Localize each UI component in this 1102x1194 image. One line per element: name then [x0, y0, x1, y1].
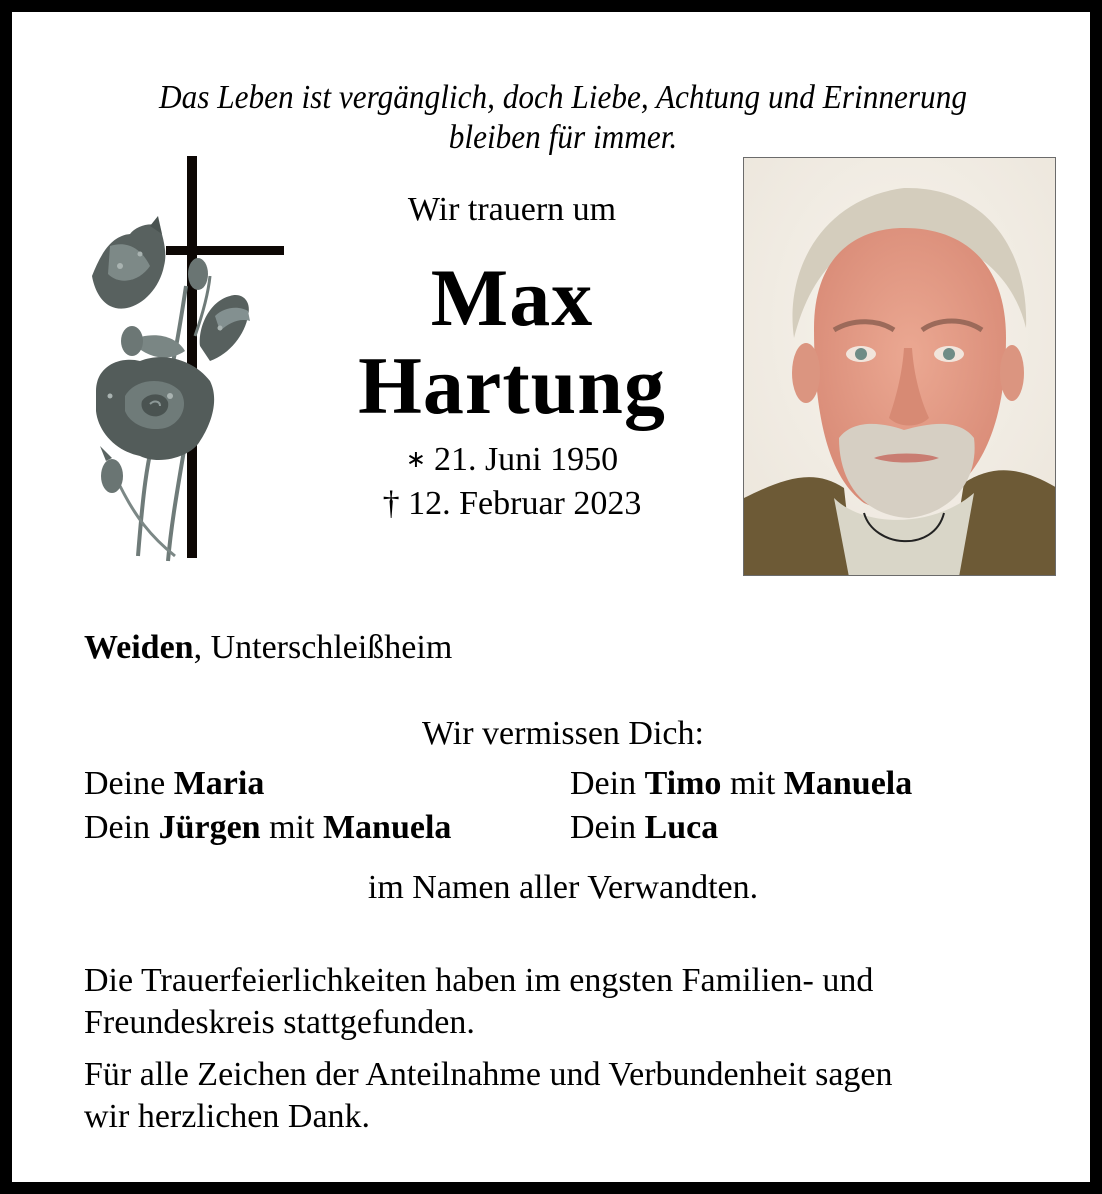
- mourning-intro: Wir trauern um: [407, 191, 617, 228]
- mourner-connector: mit: [260, 809, 323, 846]
- death-date: 12. Februar 2023: [408, 485, 642, 522]
- last-name: Hartung: [358, 340, 666, 431]
- birth-date: 21. Juni 1950: [433, 441, 619, 478]
- mourner-entry: [570, 762, 912, 806]
- deceased-block: [312, 188, 712, 526]
- mourner-partner: Manuela: [322, 809, 452, 846]
- relatives-note: im Namen aller Verwandten.: [367, 869, 759, 906]
- deceased-name: [312, 254, 712, 430]
- mourner-name: Maria: [173, 765, 265, 802]
- thanks-line-1: Für alle Zeichen der Anteilnahme und Verbundenheit sagen: [84, 1056, 893, 1093]
- location-primary: Weiden: [84, 629, 194, 666]
- dagger-icon: †: [382, 485, 400, 522]
- location-secondary: Unterschleißheim: [210, 629, 453, 666]
- cross-with-roses-icon: [80, 156, 290, 568]
- mourner-name: Luca: [644, 809, 719, 846]
- thanks-line-2: wir herzlichen Dank.: [84, 1098, 371, 1135]
- mourner-prefix: Dein: [84, 809, 159, 846]
- location-line: [84, 626, 452, 670]
- mourners-title: Wir vermissen Dich:: [422, 715, 704, 752]
- mourner-partner: Manuela: [783, 765, 913, 802]
- motto-line-1: Das Leben ist vergänglich, doch Liebe, Achtung und Erinnerung: [159, 79, 967, 116]
- motto-quote: [93, 78, 1033, 158]
- ceremony-line-2: Freundeskreis stattgefunden.: [84, 1004, 475, 1041]
- mourner-prefix: Deine: [84, 765, 174, 802]
- mourner-entry: [84, 762, 264, 806]
- first-name: Max: [430, 252, 594, 343]
- motto-line-2: bleiben für immer.: [448, 119, 678, 156]
- birth-date-line: [312, 438, 712, 482]
- birth-star-icon: ∗: [405, 447, 426, 473]
- life-dates: [312, 438, 712, 526]
- location-separator: ,: [193, 629, 211, 666]
- thanks-paragraph: [84, 1054, 1074, 1138]
- mourner-name: Timo: [644, 765, 722, 802]
- mourner-name: Jürgen: [158, 809, 261, 846]
- ceremony-paragraph: [84, 960, 1074, 1044]
- ceremony-line-1: Die Trauerfeierlichkeiten haben im engsten Familien- und: [84, 962, 874, 999]
- mourner-connector: mit: [721, 765, 784, 802]
- mourner-prefix: Dein: [570, 809, 645, 846]
- mourner-entry: [84, 806, 451, 850]
- portrait-photo: [743, 157, 1056, 576]
- mourner-prefix: Dein: [570, 765, 645, 802]
- death-date-line: [312, 482, 712, 526]
- mourner-entry: [570, 806, 718, 850]
